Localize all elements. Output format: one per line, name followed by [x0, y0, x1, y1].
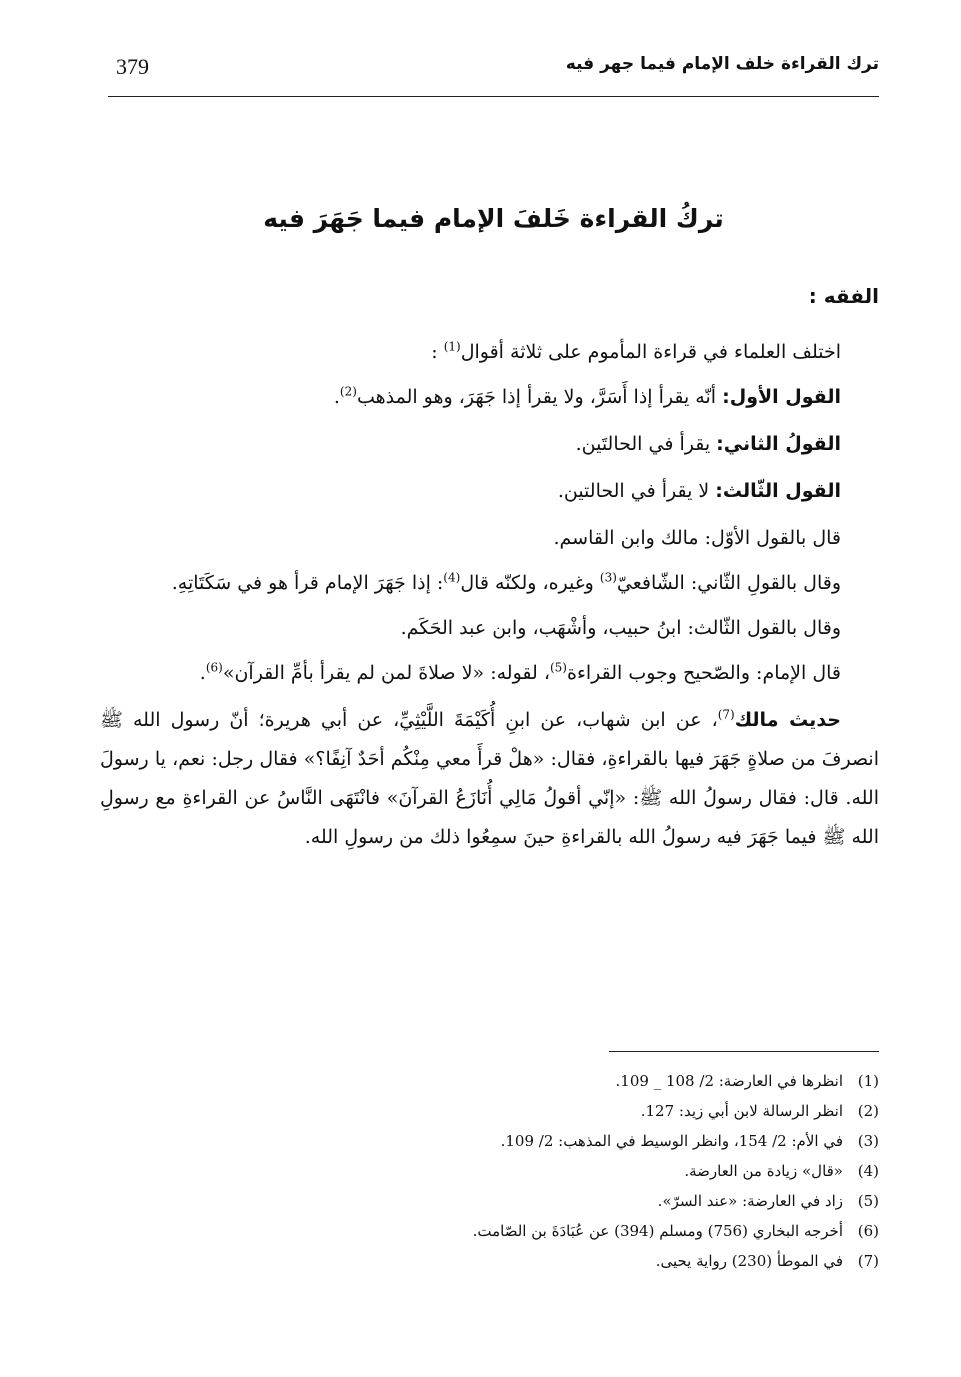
paragraph-third-holders — [100, 609, 879, 648]
paragraph-text: أنّه يقرأ إذا أَسَرَّ، ولا يقرأ إذا جَهَرَ، وهو المذهب — [356, 386, 723, 408]
running-title: ترك القراءة خلف الإمام فيما جهر فيه — [565, 54, 879, 74]
footnote-text: زاد في العارضة: «عند السرّ». — [657, 1192, 843, 1210]
paragraph-text: وقال بالقول الثّالث: ابنُ حبيب، وأشْهَب، وابن عبد الحَكَم. — [400, 617, 841, 639]
opinion-label: القولُ الثاني: — [716, 433, 841, 455]
footnote — [200, 1156, 879, 1186]
page-number: 379 — [116, 54, 149, 79]
footnote-number: (2) — [857, 1102, 879, 1120]
paragraph-text: اختلف العلماء في قراءة المأموم على ثلاثة أقوال — [460, 341, 841, 363]
paragraph-second-holders — [100, 564, 879, 603]
paragraph-text: : إذا جَهَرَ الإمام قرأ هو في سَكَتَاتِهِ. — [171, 572, 444, 594]
paragraph-intro — [100, 333, 879, 372]
footnote-number: (3) — [857, 1132, 879, 1150]
footnote-text: انظر الرسالة لابن أبي زيد: 127. — [640, 1102, 843, 1120]
footnote-ref: (6) — [205, 660, 223, 675]
opinion-label: القول الأول: — [722, 386, 841, 408]
paragraph-imam-ruling — [100, 654, 879, 693]
section-label: الفقه : — [808, 284, 879, 308]
footnote — [200, 1126, 879, 1156]
footnote — [200, 1216, 879, 1246]
footnotes — [200, 1066, 879, 1276]
footnote — [200, 1066, 879, 1096]
opinion-label: القول الثّالث: — [715, 480, 841, 502]
paragraph-text: ، عن ابن شهاب، عن ابنِ أُكَيْمَةَ اللَّيْثِيِّ، عن أبي هريرة؛ أنّ رسول الله ﷺ انصرفَ من صلاةٍ جَهَرَ فيها بالقراءةِ، فقال: «هلْ قرأَ معي مِنْكُم أحَدٌ آنِفًا؟» فقال رجل: نعم، يا رسولَ الله. قال: فقال رسولُ الله ﷺ: «إنّي أقولُ مَالِي أُنَازَعُ القرآنَ» فانْتَهَى النَّاسُ عن القراءةِ مع رسولِ الله ﷺ فيما جَهَرَ فيه رسولُ الله بالقراءةِ حينَ سمِعُوا ذلك من رسولِ الله. — [100, 709, 879, 848]
footnote — [200, 1246, 879, 1276]
paragraph-first-holders — [100, 519, 879, 558]
paragraph-text: وغيره، ولكنّه قال — [460, 572, 600, 594]
footnote — [200, 1186, 879, 1216]
footnote-text: «قال» زيادة من العارضة. — [684, 1162, 843, 1180]
footnote-text: أخرجه البخاري (756) ومسلم (394) عن عُبَادَةَ بن الصّامت. — [472, 1222, 843, 1240]
footnote-ref: (2) — [339, 384, 357, 399]
paragraph-text: يقرأ في الحالتَين. — [575, 433, 717, 455]
footnote-ref: (5) — [549, 660, 567, 675]
paragraph-text: : — [431, 341, 444, 363]
footnote-ref: (7) — [717, 707, 735, 722]
paragraph-text: ، لقوله: «لا صلاةَ لمن لم يقرأ بأمِّ القرآن» — [222, 662, 550, 684]
body-text — [100, 333, 879, 865]
chapter-title: تركُ القراءة خَلفَ الإمام فيما جَهَرَ فيه — [263, 204, 724, 233]
footnote-number: (4) — [857, 1162, 879, 1180]
paragraph-first-opinion — [100, 378, 879, 417]
header-rule — [108, 96, 879, 97]
paragraph-hadith — [100, 701, 879, 857]
paragraph-text: لا يقرأ في الحالتين. — [557, 480, 716, 502]
paragraph-second-opinion — [100, 425, 879, 464]
paragraph-text: وقال بالقولِ الثّاني: الشّافعيّ — [616, 572, 841, 594]
footnote-number: (6) — [857, 1222, 879, 1240]
paragraph-text: قال الإمام: والصّحيح وجوب القراءة — [566, 662, 841, 684]
paragraph-text: قال بالقول الأوّل: مالك وابن القاسم. — [553, 527, 841, 549]
footnote-ref: (3) — [599, 570, 617, 585]
footnote-number: (5) — [857, 1192, 879, 1210]
footnote-rule — [609, 1051, 879, 1052]
hadith-label: حديث مالك — [734, 709, 841, 731]
footnote — [200, 1096, 879, 1126]
footnote-number: (7) — [857, 1252, 879, 1270]
footnote-ref: (4) — [443, 570, 461, 585]
footnote-number: (1) — [857, 1072, 879, 1090]
footnote-text: في الموطأ (230) رواية يحيى. — [655, 1252, 843, 1270]
paragraph-text: . — [199, 662, 206, 684]
paragraph-third-opinion — [100, 472, 879, 511]
footnote-text: انظرها في العارضة: 2/ 108 _ 109. — [615, 1072, 843, 1090]
footnote-text: في الأم: 2/ 154، وانظر الوسيط في المذهب: 2/ 109. — [500, 1132, 843, 1150]
footnote-ref: (1) — [443, 339, 461, 354]
running-header — [108, 50, 879, 92]
paragraph-text: . — [333, 386, 340, 408]
